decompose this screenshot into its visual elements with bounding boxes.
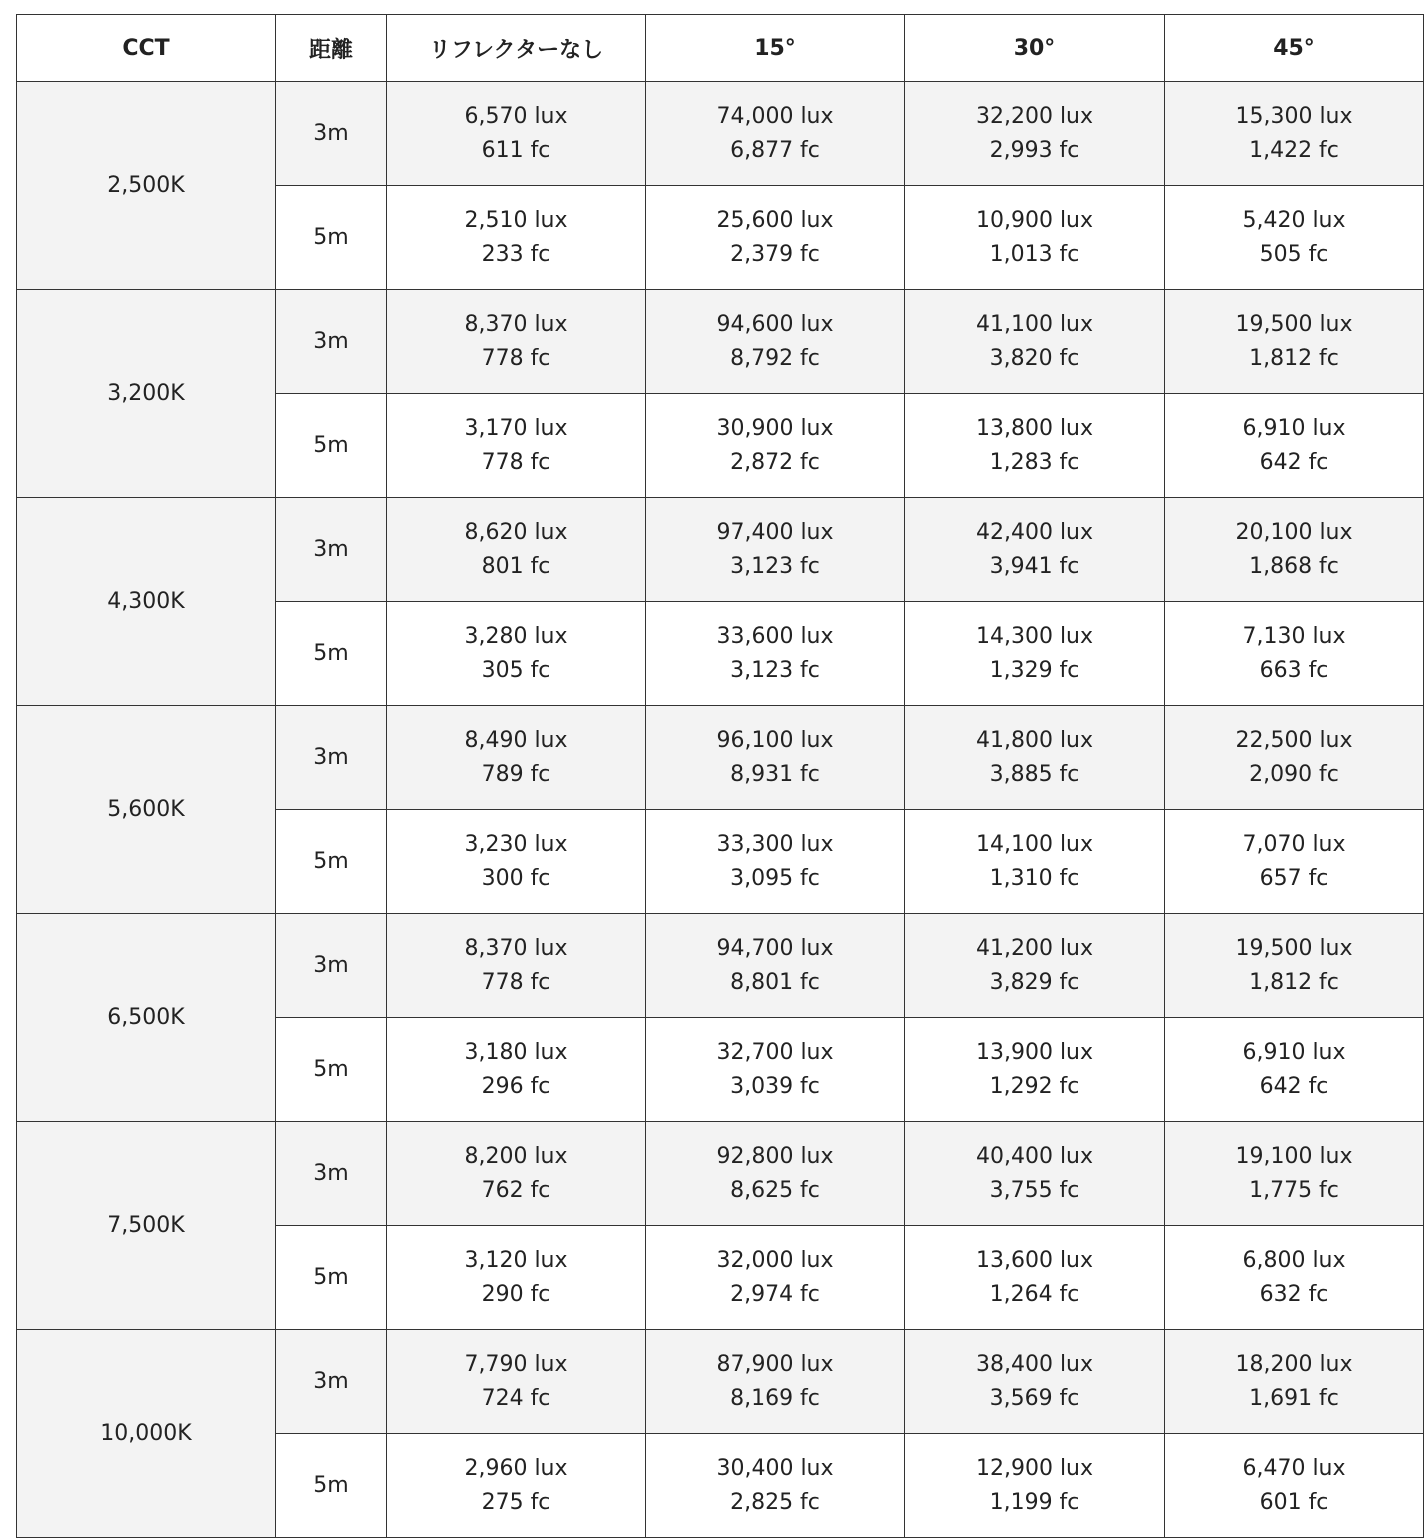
cct-cell: 10,000K bbox=[17, 1330, 276, 1538]
lux-value: 3,120 lux bbox=[464, 1247, 568, 1273]
measurement-cell bbox=[387, 1434, 646, 1538]
distance-cell: 5m bbox=[276, 1018, 387, 1122]
fc-value: 3,820 fc bbox=[989, 345, 1080, 371]
lux-value: 32,700 lux bbox=[716, 1039, 834, 1065]
fc-value: 3,123 fc bbox=[730, 553, 820, 579]
lux-value: 13,600 lux bbox=[975, 1247, 1094, 1273]
fc-value: 1,422 fc bbox=[1249, 137, 1339, 163]
fc-value: 1,292 fc bbox=[989, 1073, 1080, 1099]
fc-value: 801 fc bbox=[481, 553, 551, 579]
header-no-reflector: リフレクターなし bbox=[387, 15, 646, 82]
fc-value: 1,812 fc bbox=[1249, 345, 1339, 371]
fc-value: 305 fc bbox=[481, 657, 551, 683]
measurement-cell bbox=[646, 810, 905, 914]
lux-value: 5,420 lux bbox=[1242, 207, 1346, 233]
measurement-cell bbox=[387, 1122, 646, 1226]
fc-value: 1,310 fc bbox=[989, 865, 1080, 891]
lux-value: 3,280 lux bbox=[464, 623, 568, 649]
measurement-cell bbox=[387, 810, 646, 914]
lux-value: 87,900 lux bbox=[716, 1351, 834, 1377]
fc-value: 1,691 fc bbox=[1249, 1385, 1339, 1411]
lux-value: 25,600 lux bbox=[716, 207, 834, 233]
fc-value: 3,755 fc bbox=[989, 1177, 1080, 1203]
lux-value: 19,500 lux bbox=[1235, 311, 1353, 337]
lux-value: 7,130 lux bbox=[1242, 623, 1346, 649]
fc-value: 778 fc bbox=[481, 345, 551, 371]
lux-value: 38,400 lux bbox=[975, 1351, 1094, 1377]
cct-cell: 3,200K bbox=[17, 290, 276, 498]
measurement-cell bbox=[1165, 498, 1424, 602]
distance-cell: 3m bbox=[276, 914, 387, 1018]
fc-value: 505 fc bbox=[1259, 241, 1329, 267]
fc-value: 1,775 fc bbox=[1249, 1177, 1339, 1203]
lux-value: 96,100 lux bbox=[716, 727, 834, 753]
fc-value: 3,829 fc bbox=[989, 969, 1080, 995]
fc-value: 1,283 fc bbox=[989, 449, 1080, 475]
fc-value: 663 fc bbox=[1259, 657, 1329, 683]
header-row bbox=[17, 15, 1424, 82]
measurement-cell bbox=[387, 186, 646, 290]
lux-value: 41,200 lux bbox=[975, 935, 1094, 961]
measurement-cell bbox=[646, 498, 905, 602]
measurement-cell bbox=[905, 394, 1165, 498]
lux-value: 94,600 lux bbox=[716, 311, 834, 337]
fc-value: 3,095 fc bbox=[730, 865, 820, 891]
measurement-cell bbox=[905, 186, 1165, 290]
fc-value: 290 fc bbox=[481, 1281, 551, 1307]
fc-value: 1,868 fc bbox=[1249, 553, 1339, 579]
header-45-degree: 45° bbox=[1165, 15, 1424, 82]
measurement-cell bbox=[905, 1434, 1165, 1538]
table-row bbox=[17, 914, 1424, 1018]
lux-value: 2,510 lux bbox=[464, 207, 568, 233]
lux-value: 30,900 lux bbox=[716, 415, 834, 441]
fc-value: 8,169 fc bbox=[730, 1385, 820, 1411]
lux-value: 13,900 lux bbox=[975, 1039, 1094, 1065]
fc-value: 657 fc bbox=[1259, 865, 1329, 891]
fc-value: 2,379 fc bbox=[730, 241, 820, 267]
cct-cell: 5,600K bbox=[17, 706, 276, 914]
measurement-cell bbox=[387, 706, 646, 810]
fc-value: 762 fc bbox=[481, 1177, 551, 1203]
cct-cell: 7,500K bbox=[17, 1122, 276, 1330]
measurement-cell bbox=[646, 1226, 905, 1330]
lux-value: 7,070 lux bbox=[1242, 831, 1346, 857]
fc-value: 2,872 fc bbox=[730, 449, 820, 475]
distance-cell: 5m bbox=[276, 394, 387, 498]
lux-value: 30,400 lux bbox=[716, 1455, 834, 1481]
lux-value: 7,790 lux bbox=[464, 1351, 568, 1377]
fc-value: 8,792 fc bbox=[730, 345, 820, 371]
measurement-cell bbox=[1165, 1330, 1424, 1434]
measurement-cell bbox=[387, 602, 646, 706]
fc-value: 1,264 fc bbox=[989, 1281, 1080, 1307]
lux-value: 8,200 lux bbox=[464, 1143, 568, 1169]
fc-value: 724 fc bbox=[481, 1385, 551, 1411]
measurement-cell bbox=[646, 914, 905, 1018]
header-15-degree: 15° bbox=[646, 15, 905, 82]
measurement-cell bbox=[646, 1122, 905, 1226]
lux-value: 32,200 lux bbox=[975, 103, 1094, 129]
measurement-cell bbox=[1165, 394, 1424, 498]
fc-value: 8,801 fc bbox=[730, 969, 820, 995]
measurement-cell bbox=[905, 498, 1165, 602]
cct-cell: 4,300K bbox=[17, 498, 276, 706]
fc-value: 778 fc bbox=[481, 449, 551, 475]
lux-value: 74,000 lux bbox=[716, 103, 834, 129]
lux-value: 10,900 lux bbox=[975, 207, 1094, 233]
measurement-cell bbox=[1165, 602, 1424, 706]
measurement-cell bbox=[646, 82, 905, 186]
fc-value: 8,625 fc bbox=[730, 1177, 820, 1203]
measurement-cell bbox=[905, 602, 1165, 706]
fc-value: 1,013 fc bbox=[989, 241, 1080, 267]
lux-value: 94,700 lux bbox=[716, 935, 834, 961]
fc-value: 300 fc bbox=[481, 865, 551, 891]
measurement-cell bbox=[905, 290, 1165, 394]
measurement-cell bbox=[646, 602, 905, 706]
measurement-cell bbox=[646, 1018, 905, 1122]
measurement-cell bbox=[1165, 810, 1424, 914]
lux-value: 41,100 lux bbox=[975, 311, 1094, 337]
measurement-cell bbox=[387, 290, 646, 394]
fc-value: 3,569 fc bbox=[989, 1385, 1080, 1411]
table-row bbox=[17, 290, 1424, 394]
measurement-cell bbox=[905, 1226, 1165, 1330]
measurement-cell bbox=[905, 1122, 1165, 1226]
measurement-cell bbox=[646, 1434, 905, 1538]
lux-value: 8,370 lux bbox=[464, 935, 568, 961]
fc-value: 2,993 fc bbox=[989, 137, 1080, 163]
measurement-cell bbox=[387, 1226, 646, 1330]
measurement-cell bbox=[905, 914, 1165, 1018]
fc-value: 2,825 fc bbox=[730, 1489, 820, 1515]
header-cct: CCT bbox=[17, 15, 276, 82]
lux-value: 97,400 lux bbox=[716, 519, 834, 545]
measurement-cell bbox=[905, 1018, 1165, 1122]
measurement-cell bbox=[387, 1330, 646, 1434]
measurement-cell bbox=[387, 914, 646, 1018]
measurement-cell bbox=[905, 810, 1165, 914]
fc-value: 642 fc bbox=[1259, 449, 1329, 475]
lux-value: 40,400 lux bbox=[975, 1143, 1094, 1169]
lux-value: 6,800 lux bbox=[1242, 1247, 1346, 1273]
lux-value: 3,180 lux bbox=[464, 1039, 568, 1065]
measurement-cell bbox=[1165, 186, 1424, 290]
lux-value: 8,370 lux bbox=[464, 311, 568, 337]
measurement-cell bbox=[1165, 82, 1424, 186]
lux-value: 18,200 lux bbox=[1235, 1351, 1353, 1377]
lux-value: 6,470 lux bbox=[1242, 1455, 1346, 1481]
lux-value: 41,800 lux bbox=[975, 727, 1094, 753]
distance-cell: 3m bbox=[276, 1330, 387, 1434]
measurement-cell bbox=[646, 1330, 905, 1434]
fc-value: 296 fc bbox=[481, 1073, 551, 1099]
measurement-cell bbox=[646, 186, 905, 290]
measurement-cell bbox=[387, 82, 646, 186]
distance-cell: 5m bbox=[276, 810, 387, 914]
measurement-cell bbox=[1165, 1018, 1424, 1122]
fc-value: 3,885 fc bbox=[989, 761, 1080, 787]
fc-value: 1,199 fc bbox=[989, 1489, 1080, 1515]
lux-value: 14,300 lux bbox=[975, 623, 1094, 649]
lux-value: 13,800 lux bbox=[975, 415, 1094, 441]
measurement-cell bbox=[646, 394, 905, 498]
cct-cell: 2,500K bbox=[17, 82, 276, 290]
measurement-cell bbox=[905, 82, 1165, 186]
lux-value: 3,230 lux bbox=[464, 831, 568, 857]
header-distance: 距離 bbox=[276, 15, 387, 82]
lux-value: 6,910 lux bbox=[1242, 1039, 1346, 1065]
lux-value: 19,100 lux bbox=[1235, 1143, 1353, 1169]
lux-value: 20,100 lux bbox=[1235, 519, 1353, 545]
measurement-cell bbox=[387, 498, 646, 602]
fc-value: 2,090 fc bbox=[1249, 761, 1339, 787]
fc-value: 1,812 fc bbox=[1249, 969, 1339, 995]
measurement-cell bbox=[646, 706, 905, 810]
fc-value: 3,039 fc bbox=[730, 1073, 820, 1099]
fc-value: 642 fc bbox=[1259, 1073, 1329, 1099]
measurement-cell bbox=[387, 394, 646, 498]
measurement-cell bbox=[1165, 914, 1424, 1018]
fc-value: 3,941 fc bbox=[989, 553, 1080, 579]
fc-value: 778 fc bbox=[481, 969, 551, 995]
photometric-data-table bbox=[16, 14, 1424, 1538]
fc-value: 8,931 fc bbox=[730, 761, 820, 787]
fc-value: 275 fc bbox=[481, 1489, 551, 1515]
lux-value: 32,000 lux bbox=[716, 1247, 834, 1273]
lux-value: 92,800 lux bbox=[716, 1143, 834, 1169]
table-row bbox=[17, 706, 1424, 810]
lux-value: 2,960 lux bbox=[464, 1455, 568, 1481]
distance-cell: 3m bbox=[276, 1122, 387, 1226]
distance-cell: 5m bbox=[276, 602, 387, 706]
fc-value: 6,877 fc bbox=[730, 137, 820, 163]
measurement-cell bbox=[905, 706, 1165, 810]
measurement-cell bbox=[1165, 290, 1424, 394]
table-row bbox=[17, 82, 1424, 186]
measurement-cell bbox=[1165, 1434, 1424, 1538]
lux-value: 42,400 lux bbox=[975, 519, 1094, 545]
table-row bbox=[17, 1330, 1424, 1434]
measurement-cell bbox=[1165, 706, 1424, 810]
table-row bbox=[17, 1122, 1424, 1226]
fc-value: 789 fc bbox=[481, 761, 551, 787]
measurement-cell bbox=[1165, 1226, 1424, 1330]
cct-cell: 6,500K bbox=[17, 914, 276, 1122]
distance-cell: 3m bbox=[276, 706, 387, 810]
lux-value: 8,490 lux bbox=[464, 727, 568, 753]
fc-value: 1,329 fc bbox=[989, 657, 1080, 683]
lux-value: 15,300 lux bbox=[1235, 103, 1353, 129]
lux-value: 33,300 lux bbox=[716, 831, 834, 857]
fc-value: 632 fc bbox=[1259, 1281, 1329, 1307]
measurement-cell bbox=[905, 1330, 1165, 1434]
fc-value: 3,123 fc bbox=[730, 657, 820, 683]
lux-value: 12,900 lux bbox=[975, 1455, 1094, 1481]
lux-value: 6,570 lux bbox=[464, 103, 568, 129]
distance-cell: 3m bbox=[276, 290, 387, 394]
lux-value: 19,500 lux bbox=[1235, 935, 1353, 961]
lux-value: 6,910 lux bbox=[1242, 415, 1346, 441]
distance-cell: 3m bbox=[276, 82, 387, 186]
fc-value: 611 fc bbox=[481, 137, 551, 163]
lux-value: 22,500 lux bbox=[1235, 727, 1353, 753]
header-30-degree: 30° bbox=[905, 15, 1165, 82]
lux-value: 8,620 lux bbox=[464, 519, 568, 545]
distance-cell: 3m bbox=[276, 498, 387, 602]
distance-cell: 5m bbox=[276, 1226, 387, 1330]
lux-value: 14,100 lux bbox=[975, 831, 1094, 857]
measurement-cell bbox=[387, 1018, 646, 1122]
fc-value: 2,974 fc bbox=[730, 1281, 820, 1307]
measurement-cell bbox=[1165, 1122, 1424, 1226]
table-row bbox=[17, 498, 1424, 602]
fc-value: 601 fc bbox=[1259, 1489, 1329, 1515]
distance-cell: 5m bbox=[276, 186, 387, 290]
lux-value: 33,600 lux bbox=[716, 623, 834, 649]
fc-value: 233 fc bbox=[481, 241, 551, 267]
lux-value: 3,170 lux bbox=[464, 415, 568, 441]
table-header bbox=[17, 15, 1424, 82]
distance-cell: 5m bbox=[276, 1434, 387, 1538]
table-body bbox=[17, 82, 1424, 1538]
measurement-cell bbox=[646, 290, 905, 394]
